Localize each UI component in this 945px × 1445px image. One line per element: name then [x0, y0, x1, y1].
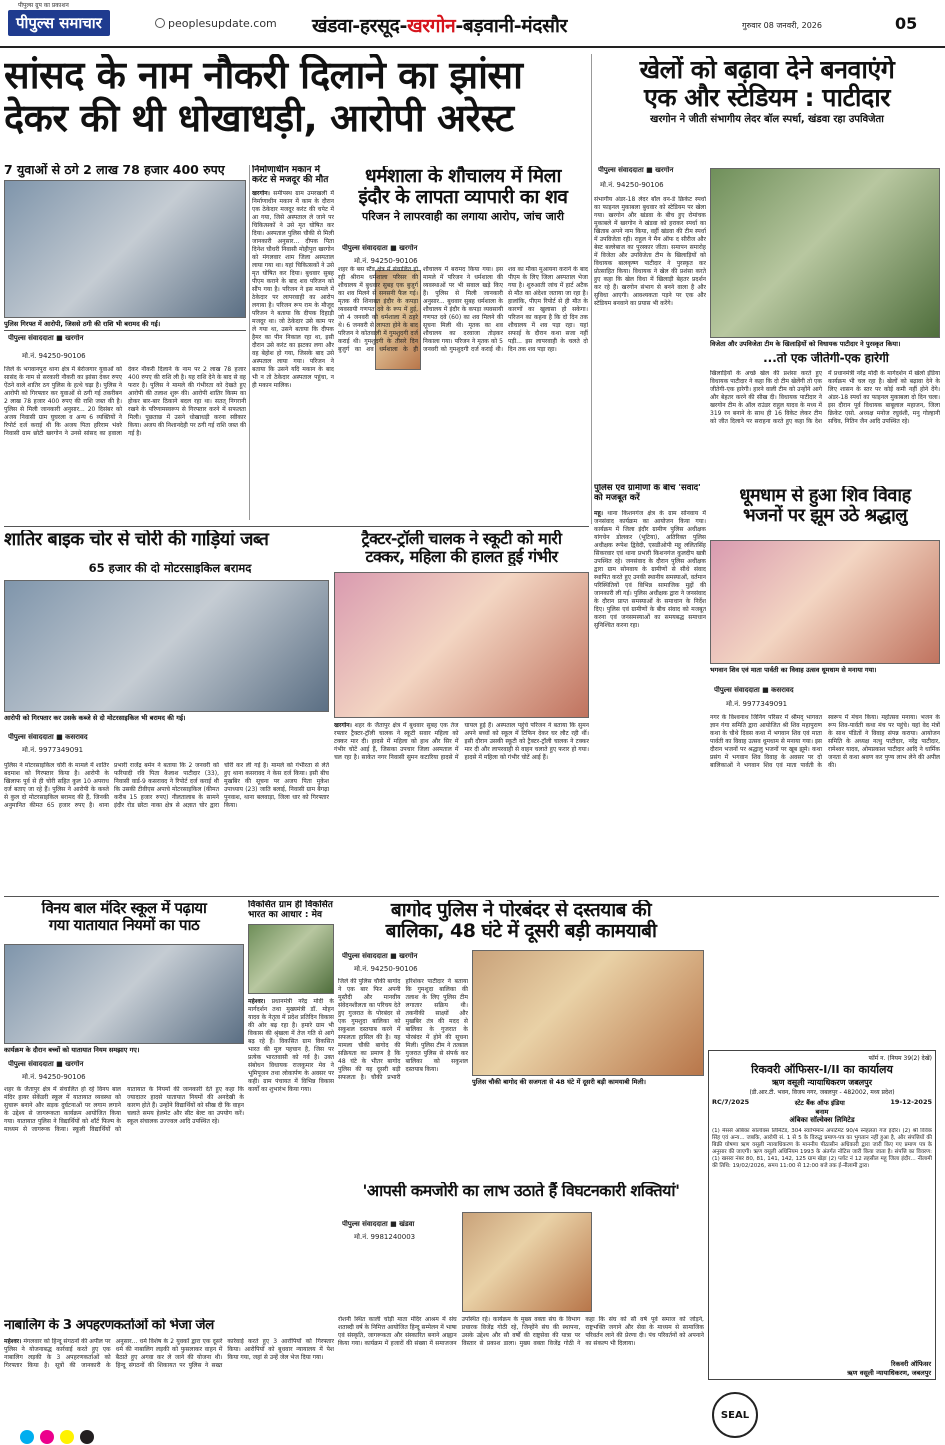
notice-date: 19-12-2025: [890, 1098, 932, 1106]
brand-logo[interactable]: [8, 2, 110, 36]
cmyk-yellow-dot: [60, 1430, 74, 1444]
lead-mobile: मो.नं. 94250-90106: [22, 352, 86, 360]
bagod-byline: पीपुल्स संवाददाता ■ खरगोन: [342, 952, 418, 960]
village-headline-line1: विकसित ग्राम ही विकसित: [248, 900, 333, 910]
gram-text: थाना किशनगंज क्षेत्र के ग्राम सोनवाय में जनसंवाद कार्यक्रम का आयोजन किया गया। कार्यक्रम में जिला इंदौर ग्रामीण पुलिस अधीक्षक यांगचेन डोलकर (भूटिया), अतिरिक्त पुलिस अधीक्षक रूपेश द्विवेदी, एसडीओपी महू ललितसिंह सिकरवार एवं थाना प्रभारी किशनगंज कुलदीप खत्री उपस्थित रहे। जनसंवाद के दौरान पुलिस अधीक्षक द्वारा ग्राम सोनवाय के ग्रामीणों से सीधे संवाद स्थापित करते हुए उनकी स्थानीय समस्याओं, वर्तमान परिस्थितियों एवं विभिन्न सामाजिक मुद्दों की जानकारी ली गई। पुलिस अधीक्षक द्वारा ने जनसंवाद के दौरान प्राप्त समस्याओं के समाधान के निर्देश दिए। पुलिस एवं ग्रामीणों के बीच संवाद को मजबूत करना एवं जनसमस्याओं का समयबद्ध समाधान सुनिश्चित करना रहा।: [594, 510, 706, 629]
article-school: [4, 900, 244, 934]
notice-body: (1) मेसर्स अंबिका सॉल्वेक्स लिमिटेड, 304 स्वाभिमान अपार्टमेंट 90/4 स्नेहलता गंज इंदौर। (2) श्री विवेक सिंह एवं अन्य... जबकि, आरोपी सं. 1 से 5 के विरुद्ध प्रमाण-पत्र का भुगतान नहीं हुआ है, और संपत्तियों की बिक्री घोषणा ऋण वसूली न्यायाधिकरण के माननीय पीठासीन अधिकारी द्वारा जारी किए गए प्रमाण पत्र के अनुसार की जाएगी। ऋण वसूली अधिनियम 1993 के अंतर्गत नोटिस जारी किया जाता है। संपत्ति का विवरण: (1) खसरा नंबर 80, 81, 141, 142, 125 ग्राम खेड़ा (2) प्लॉट नं 12 तहसील महू जिला इंदौर... नीलामी की तिथि: 19/02/2026, समय 11:00 से 12:00 बजे तक ई-नीलामी द्वारा।: [712, 1128, 932, 1169]
school-body: शहर के जैतापुर क्षेत्र में संचालित हो रहे विनय बाल मंदिर हायर सेकेंडरी स्कूल में यातायात व्यवस्था को सुचारू बनाने और सड़क दुर्घटनाओं पर लगाम लगाने के उद्देश्य से जागरूकता कार्यक्रम आयोजित किया गया। यातायात पुलिस ने विद्यार्थियों को शॉर्ट फिल्म के माध्यम से जागरूक किया। स्कूली विद्यार्थियों को यातायात के नियमों की जानकारी देते हुए कहा कि ज्यादातर हादसे यातायात नियमों की अनदेखी के कारण होते हैं। उन्होंने विद्यार्थियों को सीख दी कि वाहन चलाते समय हेलमेट और सीट बेल्ट का उपयोग करें। स्कूल संचालक उज्ज्वल आदि उपस्थित रहे।: [4, 1086, 244, 1133]
bagod-body: जिले की पुलिस चौकी बागोद ने एक बार फिर अपनी मुस्तैदी और मानवीय संवेदनशीलता का परिचय देते हुए गुजरात के पोरबंदर से एक गुमशुदा बालिका को सकुशल दस्तयाब करने में सफलता हासिल की है। यह मामला चौकी बागोद की सक्रियता का प्रमाण है कि 48 घंटे के भीतर बागोद पुलिस की यह दूसरी बड़ी सफलता है। चौकी प्रभारी हरिशंकर पाटीदार ने बताया कि गुमशुदा बालिका की तलाश के लिए पुलिस टीम लगातार सक्रिय थी। तकनीकी साक्ष्यों और मुखबिर तंत्र की मदद से बालिका के गुजरात के पोरबंदर में होने की सूचना मिली। पुलिस टीम ने तत्काल गुजरात पुलिस से संपर्क कर बालिका को सकुशल दस्तयाब किया।: [338, 978, 468, 1081]
notice-form-label: फॉर्म न. (नियम 39(2) देखें): [868, 1055, 932, 1062]
notice-defendant: अंबिका सॉल्वेक्स लिमिटेड: [789, 1116, 855, 1124]
shiv-body: नगर के विश्वनाथ जिनिंग परिसर में श्रीमद् भागवत ज्ञान गंगा समिति द्वारा आयोजित श्री शिव महापुराण कथा के चौथे दिवस कथा में भगवान शिव एवं माता पार्वती का विवाह उत्सव धूमधाम से मनाया गया। इस दौरान भजनों पर श्रद्धालु भजनों पर खूब झूमे। कथा प्रसंग में भगवान शिव विवाह के अवसर पर दो बालिकाओं ने भगवान शिव एवं माता पार्वती के स्वरूप में मंचन किया। महोत्सव मनाया। भजन के रूप शिव-पार्वती कथा मंच पर पहुंचे। यहां वेद मंत्रों के साथ पंडितों ने विवाह संपन्न कराया। आयोजन समिति के अध्यक्ष नत्थु पाटीदार, नरेंद्र पाटीदार, रामेश्वर यादव, ओमप्रकाश पाटीदार आदि ने धार्मिक जनता से कथा श्रवण कर पुण्य लाभ लेने की अपील की।: [710, 714, 940, 769]
tractor-photo: [334, 572, 589, 718]
village-body: [248, 998, 334, 1248]
shiv-headline-line1: धूमधाम से हुआ शिव विवाह: [739, 486, 911, 506]
shiv-photo-caption: भगवान शिव एवं माता पार्वती का विवाह उत्सव धूमधाम से मनाया गया।: [710, 666, 877, 674]
bike-mobile: मो.नं. 9977349091: [22, 746, 84, 754]
school-photo-caption: कार्यक्रम के दौरान बच्चों को यातायात नियम समझाए गए।: [4, 1046, 140, 1054]
tractor-headline-line2: टक्कर, महिला की हालत हुई गंभीर: [365, 546, 558, 566]
kidnap-text: मंगलवार को हिन्दू संगठनों की अपील पर पुलिस ने योजनाबद्ध कार्रवाई करते हुए एक नाबालिग लड़की के 3 अपहरणकर्ताओं को गिरफ्तार किया है। सूत्रों की जानकारी के अनुसार... धर्म विशेष के 2 युवकों द्वारा एक दूसरे धर्म की नाबालिग लड़की को फुसलाकर वाहन में बैठाते हुए अगवा कर ले जाने की योजना थी। हिन्दू संगठनों की शिकायत पर पुलिस ने सख्त कार्रवाई करते हुए 3 आरोपियों को गिरफ्तार किया। आरोपियों को बुधवार न्यायालय में पेश किया गया, जहां से उन्हें जेल भेज दिया गया।: [4, 1338, 334, 1369]
tractor-byline: खरगोन।: [334, 722, 352, 729]
bagod-mobile: मो.नं. 94250-90106: [354, 965, 418, 973]
dharmshala-headline-line1: धर्मशाला के शौचालय में मिला: [365, 166, 561, 187]
unity-body: रोशनी स्थित काली चोड़ी माता मंदिर आश्रम में संघ शताब्दी वर्ष के निमित्त आयोजित हिन्दू सम्मेलन में भाषा एवं संस्कृति, जागरूकता और संस्कारित बनाने आह्वान किया गया। कार्यक्रम में हजारों की संख्या में समाजजन उपस्थित रहे। कार्यक्रम के मुख्य वक्ता संघ के विभाग प्रचारक विजेंद्र गोठी रहे, जिन्होंने संघ की स्थापना, उसके उद्देश्य और सौ वर्षों की राष्ट्रसेवा की यात्रा पर विस्तार से प्रकाश डाला। मुख्य वक्ता विजेंद्र गोठी ने कहा कि संघ को सौ वर्ष पूर्व समाज को जोड़ने, राष्ट्रभक्ति जगाने और सेवा के माध्यम से सामाजिक परिवर्तन लाने की प्रेरणा दी। पंच परिवर्तनों को अपनाने का संकल्प भी दिलाया।: [338, 1316, 704, 1347]
lead-body: जिले के भगवानपुरा थाना क्षेत्र में बेरोजगार युवाओं को सासंद के नाम से सरकारी नौकरी का झांसा देकर रुपए ऐंठने वाले शातिर ठग पुलिस के हत्थे चढ़ा है। पुलिस ने आरोपी को गिरफ्तार कर युवाओं से ठगी गई तकरीबन 2 लाख 78 हजार 400 रुपए की राशि जब्त की है। पुलिस से मिली जानकारी अनुसार... 20 दिसंबर को अजय निवासी ग्राम घुघरला व अन्य 6 व्यक्तियों ने रिपोर्ट दर्ज कराई थी कि अजय पिता हरिराम भंवरे निवासी ग्राम छोटी खरगोन ने उनसे सांसद का हवाला देकर नौकरी दिलाने के नाम पर 2 लाख 78 हजार 400 रुपए की राशि ली है। यह राशि देने के बाद से वह फरार है। पुलिस ने मामले की गंभीरता को देखते हुए आरोपी की तलाश शुरू की। आरोपी शातिर किस्म का होकर बार-बार ठिकाने बदल रहा था। सतत् निगरानी रखने के परिणामस्वरूप से गिरफ्तार करने में सफलता मिली। पूछताछ में उसने धोखाधड़ी करना स्वीकार किया। अजय की निशानदेही पर ठगी गई राशि जब्त की गई है।: [4, 366, 246, 437]
village-byline: महेश्वर।: [248, 998, 266, 1005]
shiv-mobile: मो.नं. 9977349091: [726, 700, 788, 708]
notice-signatory-title: रिकवरी ऑफिसर: [891, 1360, 931, 1368]
bike-byline: पीपुल्स संवाददाता ■ कसरावद: [8, 733, 88, 741]
lead-photo: [4, 180, 246, 318]
shiv-byline: पीपुल्स संवाददाता ■ कसरावद: [714, 686, 794, 694]
lead-headline-line2: देकर की थी धोखाधड़ी, आरोपी अरेस्ट: [4, 95, 514, 140]
lead-headline-line1: सांसद के नाम नौकरी दिलाने का झांसा: [4, 54, 523, 97]
bagod-photo-caption: पुलिस चौकी बागोद की सजगता से 48 घंटे में दूसरी बड़ी कामयाबी मिली।: [472, 1078, 646, 1086]
stadium-photo: [710, 168, 940, 338]
bagod-headline-line2: बालिका, 48 घंटे में दूसरी बड़ी कामयाबी: [385, 920, 657, 943]
stadium-headline-line1: खेलों को बढ़ावा देने बनवाएंगे: [639, 56, 895, 84]
edition-cities: [312, 12, 567, 38]
notice-bank: स्टेट बैंक ऑफ इंडिया: [794, 1099, 845, 1107]
dharmshala-subhead: परिजन ने लापरवाही का लगाया आरोप, जांच जारी: [362, 209, 564, 223]
stadium-subhead: खरगोन ने जीती संभागीय लेदर बॉल स्पर्धा, खंडवा रहा उपविजेता: [650, 114, 884, 125]
bike-photo-caption: आरोपी को गिरफ्तार कर उसके कब्जे से दो मोटरसाइकिल भी बरामद की गई।: [4, 714, 186, 722]
cities-suffix: -बड़वानी-मंदसौर: [455, 15, 568, 37]
bagod-headline-line1: बागोद पुलिस ने पोरबंदर से दस्तयाब की: [390, 900, 652, 921]
stadium-inset-head: ...तो एक जीतेगी-एक हारेगी: [763, 352, 889, 365]
cities-highlight: खरगोन: [407, 15, 456, 37]
bike-photo: [4, 580, 329, 712]
gram-byline: महू।: [594, 510, 604, 517]
stadium-headline-line2: एक और स्टेडियम : पाटीदार: [644, 83, 890, 112]
cmyk-black-dot: [80, 1430, 94, 1444]
laborer-byline: खरगोन।: [252, 190, 270, 197]
school-mobile: मो.नं. 94250-90106: [22, 1073, 86, 1081]
dharmshala-headline-line2: इंदौर के लापता व्यापारी का शव: [358, 186, 568, 209]
school-headline-line2: गया यातायात नियमों का पाठ: [48, 915, 200, 934]
globe-icon: [155, 18, 165, 28]
website-url: peoplesupdate.com: [168, 17, 277, 30]
tractor-body: [334, 722, 589, 890]
kidnap-headline: नाबालिग के 3 अपहरणकर्ताओं को भेजा जेल: [4, 1318, 214, 1333]
notice-title: रिकवरी ऑफिसर-I/II का कार्यालय: [751, 1063, 893, 1076]
school-byline: पीपुल्स संवाददाता ■ खरगोन: [8, 1060, 84, 1068]
village-headline-line2: भारत का आधार : मेव: [248, 910, 322, 921]
laborer-headline: निर्माणाधीन मकान में करंट से मजदूर की मौत: [252, 165, 329, 186]
cmyk-cyan-dot: [20, 1430, 34, 1444]
dharmshala-byline: पीपुल्स संवाददाता ■ खरगोन: [342, 244, 418, 252]
issue-date: गुरुवार 08 जनवरी, 2026: [742, 21, 822, 30]
article-lead: [4, 54, 584, 164]
shiv-headline-line2: भजनों पर झूम उठे श्रद्धालु: [743, 505, 907, 527]
shiv-photo: [710, 540, 940, 664]
bagod-photo: [472, 950, 704, 1076]
notice-address: (डी.आर.टी. भवन, विजय नगर, जबलपुर - 482002, मध्य प्रदेश): [749, 1089, 895, 1096]
bike-subhead: 65 हजार की दो मोटरसाइकिल बरामद: [88, 562, 252, 575]
cmyk-magenta-dot: [40, 1430, 54, 1444]
notice-versus: बनाम: [815, 1108, 829, 1116]
tractor-headline-line1: ट्रैक्टर-ट्रॉली चालक ने स्कूटी को मारी: [361, 530, 562, 548]
article-dharmshala: [338, 166, 588, 223]
lead-subhead: 7 युवाओं से ठगे 2 लाख 78 हजार 400 रुपए: [4, 163, 225, 177]
stadium-byline: पीपुल्स संवाददाता ■ खरगोन: [598, 166, 674, 174]
unity-headline: 'आपसी कमजोरी का लाभ उठाते हैं विघटनकारी शक्तियां': [362, 1182, 680, 1200]
cities-prefix: खंडवा-हरसूद-: [312, 15, 408, 37]
unity-byline: पीपुल्स संवाददाता ■ खंडवा: [342, 1220, 415, 1228]
brand-tagline: पीपुल्स ग्रुप का प्रकाशन: [18, 2, 69, 9]
article-tractor: [334, 530, 589, 566]
notice-signatory-org: ऋण वसूली न्यायाधिकरण, जबलपुर: [847, 1369, 931, 1377]
masthead: [0, 0, 945, 48]
notice-seal: SEAL: [712, 1392, 758, 1438]
kidnap-byline: महेश्वर।: [4, 1338, 22, 1345]
stadium-body: संभागीय अंडर-18 लेदर बॉल वन-डे क्रिकेट स्पर्धा का फाइनल मुकाबला बुधवार को स्टेडियम पर खेला गया। खरगोन और खंडवा के बीच हुए रोमांचक मुकाबले में खरगोन ने खंडवा को हराकर स्पर्धा का खिताब अपने नाम किया, वहीं खंडवा की टीम स्पर्धा में उपविजेता रही। राहुल ने मैन ऑफ द सीरीज और बेस्ट बल्लेबाज का पुरस्कार जीता। समापन समारोह में विजेता और उपविजेता टीम के खिलाड़ियों को विधायक बालकृष्ण पाटीदार ने पुरस्कृत कर प्रोत्साहित किया। विधायक ने खेल की प्रशंसा करते हुए कहा कि खेल विधा में खिलाड़ी बेहतर प्रदर्शन कर रहे हैं। खरगोन संभाग से बनने वाला है और सुविधा आएगी। आवश्यकता पड़ने पर एक और स्टेडियम बनवाने का प्रयास भी करेंगे।: [594, 196, 706, 307]
lead-byline: पीपुल्स संवाददाता ■ खरगोन: [8, 334, 84, 342]
village-headline: [248, 900, 334, 921]
dharmshala-body: शहर के बस स्टैंड क्षेत्र में संचालित हो रही श्रीराम धर्मशाला परिसर की शौचालय में बुधवार सुबह एक बुजुर्ग का शव मिलने से सनसनी फैल गई। मृतक की शिनाख्त इंदौर के कपड़ा व्यवसायी गणपत दवे के रूप में हुई, जो 4 जनवरी को धर्मशाला में ठहरे थे। 6 जनवरी से लापता होने के बाद परिजन ने कोतवाली में गुमशुदगी दर्ज कराई थी। गुमशुदगी के तीसरे दिन बुजुर्ग का शव धर्मशाला के ही शौचालय में बरामद किया गया। इस मामले में परिजन ने धर्मशाला की व्यवस्थाओं पर भी सवाल खड़े किए हैं। पुलिस से मिली जानकारी अनुसार... बुधवार सुबह धर्मशाला के शौचालय में इंदौर के कपड़ा व्यवसायी गणपत दवे (60) का शव मिलने की सूचना मिली थी। मृतक का शव शौचालय का दरवाजा तोड़कर निकाला गया। परिजन ने मृतक को 5 जनवरी को गुमशुदगी दर्ज कराई थी। शव का मौका मुआयना कराने के बाद पीएम के लिए जिला अस्पताल भेजा गया है। शुरुआती जांच में हार्ट अटैक से मौत का अंदेशा जताया जा रहा है। हालांकि, पीएम रिपोर्ट से ही मौत के कारणों का खुलासा हो सकेगा। परिजन का कहना है कि दो दिन तक शौचालय में शव पड़ा रहा। यहां सफाई के दौरान कथा सजा नहीं पड़ी... इस लापरवाही के चलते दो दिन तक शव पड़ा रहा।: [338, 266, 588, 353]
article-shiv: [710, 486, 940, 526]
stadium-mobile: मो.नं. 94250-90106: [600, 181, 664, 189]
brand-name: पीपुल्स समाचार: [16, 14, 102, 32]
bike-body: पुलिस ने मोटरसाइकिल चोरी के मामले में शातिर बदमाश को गिरफ्तार किया है। आरोपी के खिलाफ पूर्व से ही चोरी सहित कुल 10 अपराध दर्ज बताए जा रहे हैं। पुलिस ने आरोपी के कब्जे से कुल दो मोटरसाइकिल बरामद की हैं, जिनकी अनुमानित कीमत 65 हजार रुपए है। थाना प्रभारी राजेंद्र बर्मन ने बताया कि 2 जनवरी को फरियादी रवि पिता कैलाश पाटीदार (33), निवासी वार्ड-9 कसरावद ने रिपोर्ट दर्ज कराई थी कि उसकी टीवीएस अपाचे मोटरसाइकिल (कीमत करीब 15 हजार रुपए) नीलतालाब के सामने इंदौर रोड छोटा नाका क्षेत्र से अज्ञात चोर द्वारा चोरी कर ली गई है। मामले को गंभीरता से लेते हुए थाना कसरावद ने केस दर्ज किया। इसी बीच मुखबिर की सूचना पर अजय पिता मुकेश उपाध्याय (23) जाति बलाई, निवासी ग्राम बैगढ़ा पुनवाश, थाना बलवाड़ा, जिला धार को गिरफ्तार किया।: [4, 762, 329, 809]
school-photo: [4, 944, 244, 1044]
unity-photo: [462, 1212, 592, 1312]
gram-body: [594, 510, 706, 950]
notice-subtitle: ऋण वसूली न्यायाधिकरण जबलपुर: [771, 1078, 873, 1087]
article-bagod: [338, 900, 704, 943]
kidnap-body: [4, 1338, 334, 1434]
school-headline-line1: विनय बाल मंदिर स्कूल में पढ़ाया: [41, 900, 207, 917]
tractor-text: शहर के जैतापुर क्षेत्र में बुधवार सुबह एक तेज रफ्तार ट्रैक्टर-ट्रॉली चालक ने स्कूटी सवार महिला को टक्कर मार दी। हादसे में महिला को हाथ और सिर में गंभीर चोटें आई हैं, जिसका उपचार जिला अस्पताल में चल रहा है। साकेत नगर निवासी सुमन कटारिया हादसे में घायल हुई हैं। अस्पताल पहुंचे परिजन ने बताया कि सुमन अपने बच्चों को स्कूल में टिफिन देकर घर लौट रही थीं। इसी दौरान उसकी स्कूटी को ट्रैक्टर-ट्रॉली चालक ने टक्कर मार दी और लापरवाही से वाहन चलाते हुए फरार हो गया। हादसे में महिला को गंभीर चोटें आई हैं।: [334, 722, 589, 761]
stadium-photo-caption: विजेता और उपविजेता टीम के खिलाड़ियों को विधायक पाटीदार ने पुरस्कृत किया।: [710, 340, 901, 348]
bike-headline: शातिर बाइक चोर से चोरी की गाड़ियां जब्त: [4, 530, 269, 550]
laborer-text: समीपस्थ ग्राम उमरखली में निर्माणाधीन मकान में काम के दौरान एक ठेकेदार मजदूर करंट की चपेट में आ गया, जिसे अस्पताल ले जाने पर चिकित्सकों ने उसे मृत घोषित कर दिया। अस्पताल पुलिस चौकी से मिली जानकारी अनुसार... दीपक पिता दिनेश चौधरी निवासी मोहीपुरा खरगोन को मंगलवार शाम जिला अस्पताल लाया गया था। यहां चिकित्सकों ने उसे मृत घोषित कर दिया। बुधवार सुबह पीएम कराने के बाद शव परिजन को सौंप गया है। परिजन ने इस मामले में ठेकेदार पर लापरवाही का आरोप लगाया है। परिजन रूप राम के मौजूद परिजन ने बताया कि दीपक दिहाड़ी मजदूर था। जो ठेकेदार उसे काम पर ले गया था, उसने बताया कि दीपक हैमर का पीन निकाल रहा था, इसी दौरान उसे करंट का झटका लगा और वह बेहोश हो गया, जिसके बाद उसे अस्पताल लाया गया। परिजन ने बताया कि उसने यदि मकान के बाद भी न तो ठेकेदार अस्पताल पहुंचा, न ही मकान मालिक।: [252, 190, 334, 389]
article-stadium: [594, 56, 940, 126]
village-text: प्रधानमंत्री नरेंद्र मोदी के मार्गदर्शन तथा मुख्यमंत्री डॉ. मोहन यादव के नेतृत्व में प्रदेश प्रतिदिन विकास की ओर बढ़ रहा है। हमारे ग्राम भी विकास की श्रृंखला में तेज गति से आगे बढ़ रहे हैं। विकसित ग्राम विकसित भारत की मूल पहचान है, जिस पर प्रत्येक भारतवासी को गर्व है। उक्त संबोधन विधायक राजकुमार मेव ने भूमिपूजन तथा लोकार्पण के अवसर पर कही। ग्राम पंचायत में विभिन्न विकास कार्यों का शुभारंभ किया गया।: [248, 998, 334, 1093]
unity-mobile: मो.नं. 9981240003: [354, 1233, 416, 1241]
stadium-inset-body: खिलाड़ियों के अच्छे खेल की प्रशंसा करते हुए विधायक पाटीदार ने कहा कि दो टीम खेलेंगी तो एक जीतेगी-एक हारेगी। हारने वाली टीम को उन्होंने आगे और बेहतर करने की सीख दी। विधायक पाटीदार ने खरगोन टीम के ऑल राउंडर राहुल यादव के मध्य में 319 रन बनाने के साथ ही 16 विकेट लेकर टीम को जीत दिलाने पर सराहना करते हुए कहा कि देश में प्रधानमंत्री नरेंद्र मोदी के मार्गदर्शन में खेलो इंडिया कार्यक्रम भी चल रहा है। खेलों को बढ़ावा देने के लिए शासन के स्तर पर कोई कमी नहीं होने देंगे। अंडर-18 स्पर्धा का फाइनल मुकाबला दो दिन चला। इस दौरान पूर्व विधायक बाबूलाल महाजन, जिला क्रिकेट एसो. अध्यक्ष मनोज रघुवंशी, मनु गोल्हानी सचिव, नितिन जैन आदि उपस्थित रहे।: [710, 370, 940, 425]
lead-photo-caption: पुलिस गिरफ्त में आरोपी, जिससे ठगी की राशि भी बरामद की गई।: [4, 320, 161, 328]
laborer-body: [252, 190, 334, 515]
notice-case-no: RC/7/2025: [712, 1098, 750, 1106]
gram-headline: पुलिस एवं ग्रामीणों के बीच 'संवाद' को मजबूत करें: [594, 484, 701, 503]
legal-notice: [708, 1050, 936, 1380]
page-number: 05: [895, 14, 918, 33]
dharmshala-mobile: मो.नं. 94250-90106: [354, 257, 418, 265]
website-link[interactable]: [155, 17, 277, 30]
village-photo: [248, 924, 334, 994]
